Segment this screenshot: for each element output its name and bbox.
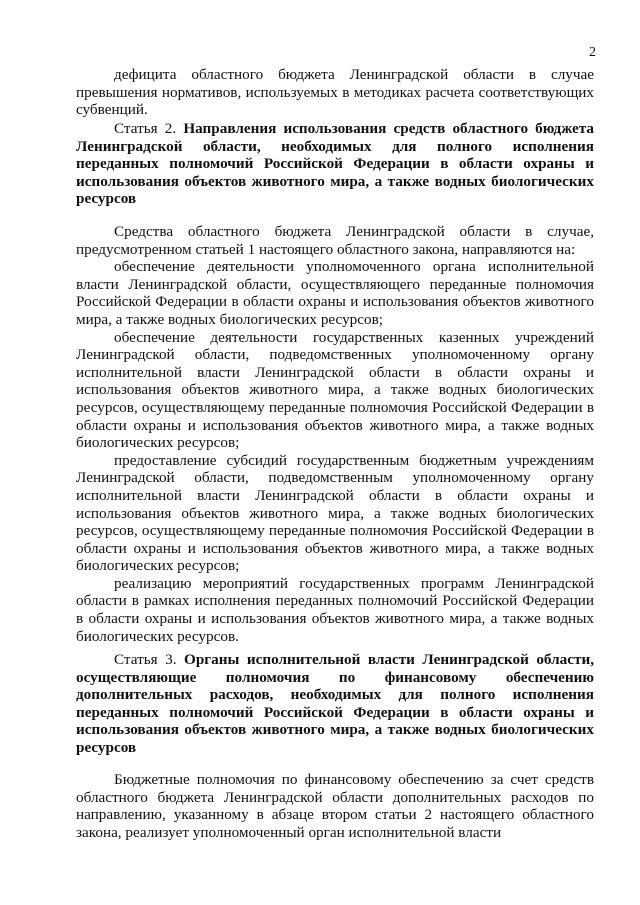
article-2-body — [76, 223, 594, 645]
page-number: 2 — [589, 45, 596, 60]
article-2-paragraph: предоставление субсидий государственным бюджетным учреждениям Ленинградской области, подведомственным уполномоченному органу исполнительной власти Ленинградской области в области охраны и использования объектов животного мира, а также водных биологических ресурсов, осуществляющему переданные полномочия Российской Федерации в области охраны и использования объектов животного мира, а также водных биологических ресурсов; — [76, 451, 594, 575]
article-2-paragraph: обеспечение деятельности государственных казенных учреждений Ленинградской области, подведомственных уполномоченному органу исполнительной власти Ленинградской области в области охраны и использования объектов животного мира, а также водных биологических ресурсов, осуществляющему переданные полномочия Российской Федерации в области охраны и использования объектов животного мира, а также водных биологических ресурсов; — [76, 328, 594, 452]
article-3-body — [76, 771, 594, 841]
article-2-paragraph: реализацию мероприятий государственных программ Ленинградской области в рамках исполнения переданных полномочий Российской Федерации в области охраны и использования объектов животного мира, а также водных биологических ресурсов. — [76, 574, 594, 645]
article-2-title: Направления использования средств областного бюджета Ленинградской области, необходимых для полного исполнения переданных полномочий Российской Федерации в области охраны и использования объектов животного мира, а также водных биологических ресурсов — [76, 120, 594, 208]
article-3-title: Органы исполнительной власти Ленинградской области, осуществляющие полномочия по финансовому обеспечению дополнительных расходов, необходимых для полного исполнения переданных полномочий Российской Федерации в области охраны и использования объектов животного мира, а также водных биологических ресурсов — [76, 651, 594, 756]
article-2-paragraph: обеспечение деятельности уполномоченного органа исполнительной власти Ленинградской области, осуществляющего переданные полномочия Российской Федерации в области охраны и использования объектов животного мира, а также водных биологических ресурсов; — [76, 258, 594, 328]
article-3-heading — [76, 651, 594, 757]
continuation-text: дефицита областного бюджета Ленинградской области в случае превышения нормативов, используемых в методиках расчета соответствующих субвенций. — [76, 66, 594, 119]
article-2-paragraph: Средства областного бюджета Ленинградской области в случае, предусмотренном статьей 1 настоящего областного закона, направляются на: — [76, 223, 594, 258]
article-3-prefix: Статья 3. — [114, 651, 177, 668]
article-3-heading-text — [76, 651, 594, 757]
article-2-heading — [76, 120, 594, 208]
article-2-prefix: Статья 2. — [114, 120, 177, 137]
continuation-paragraph — [76, 66, 594, 119]
article-2-heading-text — [76, 120, 594, 208]
article-3-paragraph: Бюджетные полномочия по финансовому обеспечению за счет средств областного бюджета Ленинградской области дополнительных расходов по направлению, указанному в абзаце втором статьи 2 настоящего областного закона, реализует уполномоченный орган исполнительной власти — [76, 771, 594, 841]
